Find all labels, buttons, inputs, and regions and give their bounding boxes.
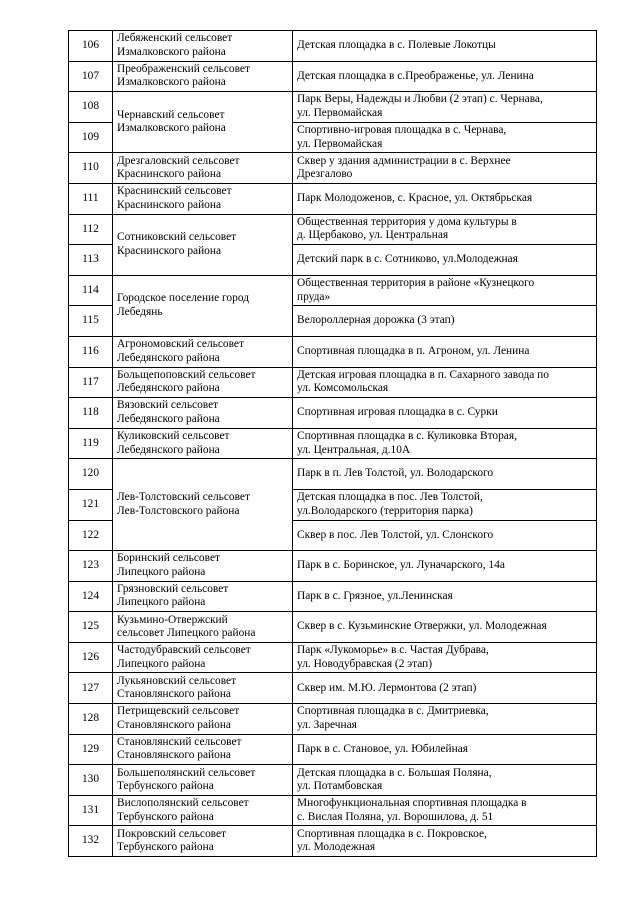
object-line: д. Щербаково, ул. Центральная — [297, 229, 449, 242]
object-line: Детская игровая площадка в п. Сахарного завода по — [297, 368, 549, 381]
table-row — [69, 183, 597, 214]
municipality-cell — [113, 398, 293, 429]
municipality-line: Лев-Толстовский сельсовет — [117, 491, 250, 504]
municipality-line: Грязновский сельсовет — [117, 582, 229, 595]
table-row — [69, 704, 597, 735]
object-line: Парк в с. Становое, ул. Юбилейная — [297, 742, 469, 755]
table-row — [69, 275, 597, 306]
object-cell — [293, 489, 597, 520]
object-line: Парк «Лукоморье» в с. Частая Дубрава, — [297, 644, 489, 657]
object-line: Спортивная площадка в с. Покровское, — [297, 827, 487, 840]
row-number: 118 — [69, 398, 113, 429]
table-row — [69, 398, 597, 429]
object-cell — [293, 673, 597, 704]
projects-table — [68, 30, 597, 857]
municipality-line: Покровский сельсовет — [117, 827, 227, 840]
object-cell — [293, 214, 597, 245]
table-row — [69, 612, 597, 643]
municipality-line: сельсовет Липецкого района — [117, 627, 256, 640]
table-row — [69, 673, 597, 704]
municipality-line: Боринский сельсовет — [117, 552, 220, 565]
table-row — [69, 61, 597, 92]
object-line: Детская площадка в с.Преображенье, ул. Ленина — [297, 69, 534, 82]
municipality-cell — [113, 214, 293, 275]
municipality-line: Липецкого района — [117, 596, 206, 609]
object-line: Сквер им. М.Ю. Лермонтова (2 этап) — [297, 681, 477, 694]
object-cell — [293, 734, 597, 765]
municipality-cell — [113, 795, 293, 826]
municipality-line: Вислополянский сельсовет — [117, 797, 249, 810]
row-number: 120 — [69, 459, 113, 490]
row-number: 111 — [69, 183, 113, 214]
row-number: 116 — [69, 336, 113, 367]
municipality-line: Чернавский сельсовет — [117, 108, 225, 121]
object-cell — [293, 336, 597, 367]
row-number: 119 — [69, 428, 113, 459]
row-number: 123 — [69, 551, 113, 582]
object-cell — [293, 153, 597, 184]
municipality-line: Петрищевский сельсовет — [117, 705, 240, 718]
municipality-cell — [113, 673, 293, 704]
municipality-line: Лебедянского района — [117, 351, 220, 364]
table-row — [69, 428, 597, 459]
row-number: 113 — [69, 245, 113, 276]
municipality-line: Лукьяновский сельсовет — [117, 674, 237, 687]
object-line: Спортивно-игровая площадка в с. Чернава, — [297, 124, 507, 137]
object-cell — [293, 765, 597, 796]
object-cell — [293, 428, 597, 459]
municipality-line: Краснинского района — [117, 168, 222, 181]
municipality-line: Дрезгаловский сельсовет — [117, 154, 240, 167]
municipality-cell — [113, 31, 293, 62]
object-line: Парк в с. Боринское, ул. Луначарского, 14а — [297, 559, 505, 572]
municipality-cell — [113, 183, 293, 214]
row-number: 109 — [69, 122, 113, 153]
table-row — [69, 367, 597, 398]
municipality-line: Вязовский сельсовет — [117, 399, 219, 412]
object-cell — [293, 92, 597, 123]
object-line: ул. Комсомольская — [297, 382, 389, 395]
object-line: ул. Потамбовская — [297, 780, 383, 793]
object-cell — [293, 31, 597, 62]
row-number: 125 — [69, 612, 113, 643]
object-line: Парк Молодоженов, с. Красное, ул. Октябрьская — [297, 192, 533, 205]
object-line: с. Вислая Поляна, ул. Ворошилова, д. 51 — [297, 810, 494, 823]
municipality-cell — [113, 826, 293, 857]
municipality-line: Лебедянского района — [117, 382, 220, 395]
table-row — [69, 765, 597, 796]
table-row — [69, 642, 597, 673]
object-cell — [293, 704, 597, 735]
object-cell — [293, 826, 597, 857]
municipality-cell — [113, 61, 293, 92]
object-cell — [293, 520, 597, 551]
municipality-line: Куликовский сельсовет — [117, 430, 230, 443]
municipality-line: Краснинского района — [117, 198, 222, 211]
object-line: Многофункциональная спортивная площадка в — [297, 797, 527, 810]
municipality-line: Становлянский сельсовет — [117, 735, 242, 748]
object-line: пруда» — [297, 290, 331, 303]
object-line: Сквер в пос. Лев Толстой, ул. Слонского — [297, 528, 494, 541]
object-line: ул. Первомайская — [297, 106, 383, 119]
object-line: Спортивная площадка в с. Куликовка Вторая, — [297, 430, 517, 443]
row-number: 127 — [69, 673, 113, 704]
object-line: Парк в п. Лев Толстой, ул. Володарского — [297, 467, 494, 480]
object-line: Сквер у здания администрации в с. Верхнее — [297, 154, 511, 167]
municipality-cell — [113, 336, 293, 367]
municipality-line: Становлянского района — [117, 749, 231, 762]
document-page — [68, 30, 596, 857]
municipality-line: Становлянского района — [117, 718, 231, 731]
row-number: 106 — [69, 31, 113, 62]
municipality-line: Лебедянского района — [117, 443, 220, 456]
object-line: ул. Первомайская — [297, 137, 383, 150]
object-cell — [293, 275, 597, 306]
object-cell — [293, 61, 597, 92]
municipality-line: Лебедянь — [117, 305, 163, 318]
municipality-line: Липецкого района — [117, 565, 206, 578]
municipality-cell — [113, 704, 293, 735]
municipality-line: Кузьмино-Отвержский — [117, 613, 228, 626]
table-row — [69, 92, 597, 123]
row-number: 117 — [69, 367, 113, 398]
municipality-cell — [113, 92, 293, 153]
projects-table-body — [69, 31, 597, 857]
municipality-line: Краснинский сельсовет — [117, 185, 232, 198]
object-cell — [293, 367, 597, 398]
row-number: 108 — [69, 92, 113, 123]
municipality-line: Больщепоповский сельсовет — [117, 368, 256, 381]
municipality-line: Частодубравский сельсовет — [117, 644, 251, 657]
municipality-cell — [113, 275, 293, 336]
municipality-cell — [113, 367, 293, 398]
table-row — [69, 826, 597, 857]
object-line: Детская площадка в пос. Лев Толстой, — [297, 491, 483, 504]
object-line: Парк в с. Грязное, ул.Ленинская — [297, 589, 453, 602]
row-number: 110 — [69, 153, 113, 184]
row-number: 107 — [69, 61, 113, 92]
object-cell — [293, 245, 597, 276]
municipality-cell — [113, 551, 293, 582]
municipality-line: Преображенский сельсовет — [117, 62, 250, 75]
municipality-line: Агрономовский сельсовет — [117, 338, 244, 351]
table-row — [69, 551, 597, 582]
municipality-line: Измалковского района — [117, 76, 226, 89]
object-line: Велороллерная дорожка (3 этап) — [297, 314, 455, 327]
object-line: ул. Молодежная — [297, 841, 376, 854]
row-number: 126 — [69, 642, 113, 673]
municipality-line: Становлянского района — [117, 688, 231, 701]
object-line: ул. Центральная, д.10А — [297, 443, 411, 456]
row-number: 129 — [69, 734, 113, 765]
object-line: ул. Заречная — [297, 718, 357, 731]
municipality-cell — [113, 734, 293, 765]
table-row — [69, 153, 597, 184]
row-number: 124 — [69, 581, 113, 612]
object-cell — [293, 551, 597, 582]
object-line: Общественная территория у дома культуры в — [297, 215, 517, 228]
object-cell — [293, 612, 597, 643]
municipality-line: Тербунского района — [117, 810, 214, 823]
municipality-line: Краснинского района — [117, 244, 222, 257]
object-line: Детский парк в с. Сотниково, ул.Молодежная — [297, 253, 518, 266]
municipality-cell — [113, 459, 293, 551]
object-cell — [293, 795, 597, 826]
table-row — [69, 459, 597, 490]
object-line: Спортивная игровая площадка в с. Сурки — [297, 406, 498, 419]
table-row — [69, 336, 597, 367]
object-cell — [293, 459, 597, 490]
municipality-line: Тербунского района — [117, 841, 214, 854]
municipality-cell — [113, 612, 293, 643]
municipality-line: Измалковского района — [117, 122, 226, 135]
object-line: Дрезгалово — [297, 168, 353, 181]
table-row — [69, 581, 597, 612]
municipality-line: Тербунского района — [117, 780, 214, 793]
municipality-line: Сотниковский сельсовет — [117, 231, 237, 244]
municipality-cell — [113, 765, 293, 796]
row-number: 128 — [69, 704, 113, 735]
municipality-line: Городское поселение город — [117, 292, 249, 305]
row-number: 131 — [69, 795, 113, 826]
municipality-cell — [113, 153, 293, 184]
object-cell — [293, 306, 597, 337]
object-cell — [293, 183, 597, 214]
object-line: ул. Новодубравская (2 этап) — [297, 657, 433, 670]
municipality-line: Лебедянского района — [117, 412, 220, 425]
object-cell — [293, 581, 597, 612]
object-line: Спортивная площадка в п. Агроном, ул. Ленина — [297, 344, 530, 357]
municipality-line: Лев-Толстовского района — [117, 504, 240, 517]
municipality-line: Лебяженский сельсовет — [117, 32, 233, 45]
table-row — [69, 214, 597, 245]
table-row — [69, 734, 597, 765]
row-number: 122 — [69, 520, 113, 551]
object-line: Общественная территория в районе «Кузнецкого — [297, 277, 535, 290]
object-cell — [293, 122, 597, 153]
row-number: 112 — [69, 214, 113, 245]
object-line: Сквер в с. Кузьминские Отвержки, ул. Молодежная — [297, 620, 547, 633]
object-cell — [293, 642, 597, 673]
object-line: Детская площадка в с. Большая Поляна, — [297, 766, 492, 779]
object-line: Парк Веры, Надежды и Любви (2 этап) с. Чернава, — [297, 93, 543, 106]
municipality-cell — [113, 428, 293, 459]
row-number: 115 — [69, 306, 113, 337]
municipality-line: Большеполянский сельсовет — [117, 766, 256, 779]
object-line: Детская площадка в с. Полевые Локотцы — [297, 39, 496, 52]
object-line: Спортивная площадка в с. Дмитриевка, — [297, 705, 489, 718]
table-row — [69, 795, 597, 826]
object-cell — [293, 398, 597, 429]
object-line: ул.Володарского (территория парка) — [297, 504, 473, 517]
municipality-cell — [113, 642, 293, 673]
row-number: 114 — [69, 275, 113, 306]
municipality-line: Липецкого района — [117, 657, 206, 670]
row-number: 132 — [69, 826, 113, 857]
row-number: 121 — [69, 489, 113, 520]
table-row — [69, 31, 597, 62]
municipality-cell — [113, 581, 293, 612]
municipality-line: Измалковского района — [117, 45, 226, 58]
row-number: 130 — [69, 765, 113, 796]
